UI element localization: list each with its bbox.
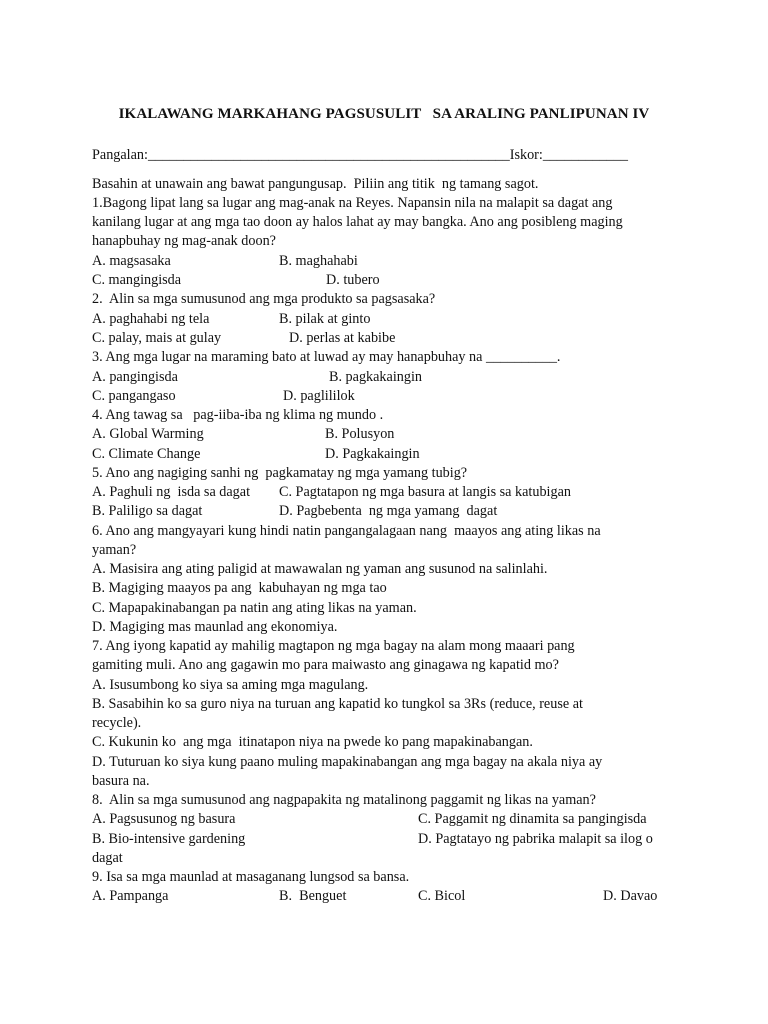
q8-choice-a: A. Pagsusunog ng basura bbox=[92, 811, 236, 827]
question-6-line-1: 6. Ano ang mangyayari kung hindi natin pangangalagaan nang maayos ang ating likas na bbox=[92, 523, 601, 539]
q7-choice-b-line-2: recycle). bbox=[92, 715, 142, 731]
instructions: Basahin at unawain ang bawat pangungusap. Piliin ang titik ng tamang sagot. bbox=[92, 176, 539, 192]
question-2: 2. Alin sa mga sumusunod ang mga produkto sa pagsasaka? bbox=[92, 291, 436, 307]
question-1-line-3: hanapbuhay ng mag-anak doon? bbox=[92, 233, 276, 249]
q8-choice-c: C. Paggamit ng dinamita sa pangingisda bbox=[418, 811, 647, 827]
q2-choice-a: A. paghahabi ng tela bbox=[92, 311, 210, 327]
q9-choice-c: C. Bicol bbox=[418, 888, 466, 904]
question-1-line-1: 1.Bagong lipat lang sa lugar ang mag-anak na Reyes. Napansin nila na malapit sa dagat ang bbox=[92, 195, 613, 211]
q1-choice-b: B. maghahabi bbox=[279, 253, 358, 269]
question-3: 3. Ang mga lugar na maraming bato at luwad ay may hanapbuhay na __________. bbox=[92, 349, 561, 365]
q6-choice-c: C. Mapapakinabangan pa natin ang ating likas na yaman. bbox=[92, 600, 417, 616]
q2-choice-d: D. perlas at kabibe bbox=[289, 330, 396, 346]
q7-choice-d-line-1: D. Tuturuan ko siya kung paano muling mapakinabangan ang mga bagay na akala niya ay bbox=[92, 754, 603, 770]
q3-choice-b: B. pagkakaingin bbox=[329, 369, 422, 385]
question-8: 8. Alin sa mga sumusunod ang nagpapakita ng matalinong paggamit ng likas na yaman? bbox=[92, 792, 596, 808]
q1-choice-a: A. magsasaka bbox=[92, 253, 171, 269]
question-1-line-2: kanilang lugar at ang mga tao doon ay halos lahat ay may bangka. Ano ang posibleng maging bbox=[92, 214, 623, 230]
q2-choice-b: B. pilak at ginto bbox=[279, 311, 371, 327]
name-score-line: Pangalan:___________________________________________________Iskor:____________ bbox=[92, 147, 628, 163]
q5-choice-d: D. Pagbebenta ng mga yamang dagat bbox=[279, 503, 498, 519]
q5-choice-b: B. Paliligo sa dagat bbox=[92, 503, 203, 519]
q9-choice-a: A. Pampanga bbox=[92, 888, 169, 904]
question-9: 9. Isa sa mga maunlad at masaganang lungsod sa bansa. bbox=[92, 869, 410, 885]
q7-choice-b-line-1: B. Sasabihin ko sa guro niya na turuan ang kapatid ko tungkol sa 3Rs (reduce, reuse at bbox=[92, 696, 583, 712]
q2-choice-c: C. palay, mais at gulay bbox=[92, 330, 222, 346]
q9-choice-b: B. Benguet bbox=[279, 888, 347, 904]
q8-choice-d-line-2: dagat bbox=[92, 850, 123, 866]
question-7-line-1: 7. Ang iyong kapatid ay mahilig magtapon ng mga bagay na alam mong maaari pang bbox=[92, 638, 575, 654]
q3-choice-d: D. paglililok bbox=[283, 388, 355, 404]
q4-choice-d: D. Pagkakaingin bbox=[325, 446, 420, 462]
q4-choice-c: C. Climate Change bbox=[92, 446, 201, 462]
q5-choice-a: A. Paghuli ng isda sa dagat bbox=[92, 484, 251, 500]
question-5: 5. Ano ang nagiging sanhi ng pagkamatay ng mga yamang tubig? bbox=[92, 465, 468, 481]
q5-choice-c: C. Pagtatapon ng mga basura at langis sa katubigan bbox=[279, 484, 571, 500]
q8-choice-d-line-1: D. Pagtatayo ng pabrika malapit sa ilog o bbox=[418, 831, 653, 847]
q7-choice-d-line-2: basura na. bbox=[92, 773, 150, 789]
q6-choice-a: A. Masisira ang ating paligid at mawawalan ng yaman ang susunod na salinlahi. bbox=[92, 561, 548, 577]
exam-title: IKALAWANG MARKAHANG PAGSUSULIT SA ARALING PANLIPUNAN IV bbox=[118, 106, 650, 122]
q1-choice-d: D. tubero bbox=[326, 272, 380, 288]
question-6-line-2: yaman? bbox=[92, 542, 137, 558]
q3-choice-a: A. pangingisda bbox=[92, 369, 178, 385]
q8-choice-b: B. Bio-intensive gardening bbox=[92, 831, 246, 847]
question-7-line-2: gamiting muli. Ano ang gagawin mo para maiwasto ang ginagawa ng kapatid mo? bbox=[92, 657, 559, 673]
q7-choice-a: A. Isusumbong ko siya sa aming mga magulang. bbox=[92, 677, 369, 693]
question-4: 4. Ang tawag sa pag-iiba-iba ng klima ng mundo . bbox=[92, 407, 384, 423]
q7-choice-c: C. Kukunin ko ang mga itinatapon niya na pwede ko pang mapakinabangan. bbox=[92, 734, 533, 750]
q1-choice-c: C. mangingisda bbox=[92, 272, 182, 288]
q4-choice-a: A. Global Warming bbox=[92, 426, 204, 442]
q3-choice-c: C. pangangaso bbox=[92, 388, 176, 404]
q6-choice-b: B. Magiging maayos pa ang kabuhayan ng mga tao bbox=[92, 580, 387, 596]
q9-choice-d: D. Davao bbox=[603, 888, 658, 904]
q4-choice-b: B. Polusyon bbox=[325, 426, 395, 442]
q6-choice-d: D. Magiging mas maunlad ang ekonomiya. bbox=[92, 619, 338, 635]
